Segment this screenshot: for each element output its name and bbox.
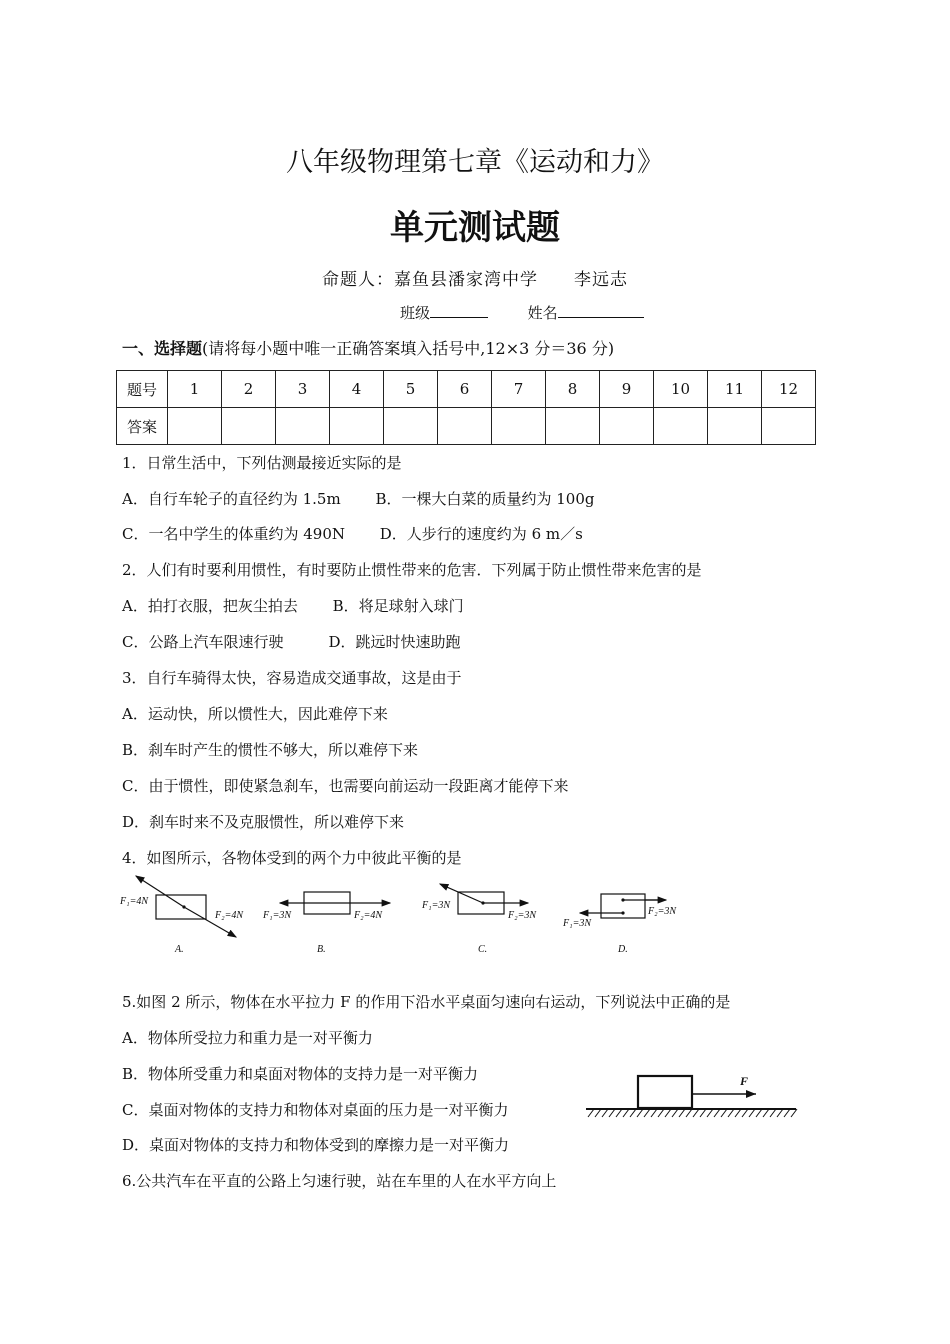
hatch-line bbox=[595, 1109, 601, 1117]
answer-cell[interactable] bbox=[600, 408, 654, 445]
hatch-line bbox=[763, 1109, 769, 1117]
class-blank[interactable] bbox=[430, 303, 488, 318]
question-2: 2．人们有时要利用惯性，有时要防止惯性带来的危害．下列属于防止惯性带来危害的是 bbox=[122, 561, 702, 579]
label-c-f1: F₁=3N bbox=[422, 900, 451, 911]
caption-d: D. bbox=[618, 944, 628, 955]
question-3-option-b: B．刹车时产生的惯性不够大，所以难停下来 bbox=[122, 741, 419, 759]
hatch-line bbox=[700, 1109, 706, 1117]
figure-4a bbox=[119, 876, 244, 955]
number-cell: 3 bbox=[276, 371, 330, 408]
question-2-options-cd: C．公路上汽车限速行驶 D．跳远时快速助跑 bbox=[122, 633, 461, 651]
hatch-line bbox=[742, 1109, 748, 1117]
question-1: 1．日常生活中，下列估测最接近实际的是 bbox=[122, 454, 402, 472]
hatch-line bbox=[679, 1109, 685, 1117]
hatch-line bbox=[623, 1109, 629, 1117]
hatch-line bbox=[672, 1109, 678, 1117]
answer-cell[interactable] bbox=[708, 408, 762, 445]
label-b-f2: F₂=4N bbox=[354, 910, 383, 921]
caption-c: C. bbox=[478, 944, 488, 955]
hatch-line bbox=[637, 1109, 643, 1117]
answer-cell[interactable] bbox=[654, 408, 708, 445]
answer-cell[interactable] bbox=[222, 408, 276, 445]
question-4: 4．如图所示，各物体受到的两个力中彼此平衡的是 bbox=[122, 849, 462, 867]
question-6: 6.公共汽车在平直的公路上匀速行驶，站在车里的人在水平方向上 bbox=[122, 1172, 557, 1190]
hatch-line bbox=[721, 1109, 727, 1117]
hatch-line bbox=[665, 1109, 671, 1117]
question-3-option-c: C．由于惯性，即使紧急刹车，也需要向前运动一段距离才能停下来 bbox=[122, 777, 569, 795]
class-label: 班级 bbox=[400, 304, 431, 322]
section-1-instruction: (请将每小题中唯一正确答案填入括号中,12×3 分＝36 分) bbox=[202, 339, 615, 358]
number-cell: 5 bbox=[384, 371, 438, 408]
figure-4d bbox=[562, 894, 677, 955]
number-cell: 12 bbox=[762, 371, 816, 408]
caption-a: A. bbox=[175, 944, 184, 955]
hatch-line bbox=[756, 1109, 762, 1117]
answer-table bbox=[116, 370, 816, 445]
number-cell: 10 bbox=[654, 371, 708, 408]
question-5-figure bbox=[578, 1068, 798, 1124]
label-d-f2: F₂=3N bbox=[648, 906, 677, 917]
answer-cell[interactable] bbox=[546, 408, 600, 445]
hatch-line bbox=[630, 1109, 636, 1117]
hatch-line bbox=[728, 1109, 734, 1117]
question-3-option-d: D．刹车时来不及克服惯性，所以难停下来 bbox=[122, 813, 405, 831]
number-cell: 4 bbox=[330, 371, 384, 408]
question-4-figure bbox=[118, 870, 698, 965]
answer-cell[interactable] bbox=[762, 408, 816, 445]
question-5-option-c: C．桌面对物体的支持力和物体对桌面的压力是一对平衡力 bbox=[122, 1101, 509, 1119]
answer-cell[interactable] bbox=[438, 408, 492, 445]
question-5-option-a: A．物体所受拉力和重力是一对平衡力 bbox=[122, 1029, 373, 1047]
force-label: F bbox=[740, 1074, 749, 1088]
question-5-option-d: D．桌面对物体的支持力和物体受到的摩擦力是一对平衡力 bbox=[122, 1136, 510, 1154]
ground-hatching bbox=[588, 1109, 797, 1117]
hatch-line bbox=[707, 1109, 713, 1117]
label-b-f1: F₁=3N bbox=[263, 910, 292, 921]
section-1-heading bbox=[122, 336, 614, 359]
label-a-f1: F₁=4N bbox=[120, 896, 149, 907]
question-1-options-ab: A．自行车轮子的直径约为 1.5m B．一棵大白菜的质量约为 100g bbox=[122, 490, 595, 508]
number-cell: 1 bbox=[168, 371, 222, 408]
hatch-line bbox=[588, 1109, 594, 1117]
title-line-1: 八年级物理第七章《运动和力》 bbox=[286, 147, 664, 178]
number-cell: 8 bbox=[546, 371, 600, 408]
hatch-line bbox=[749, 1109, 755, 1117]
hatch-line bbox=[651, 1109, 657, 1117]
number-cell: 11 bbox=[708, 371, 762, 408]
answer-cell[interactable] bbox=[168, 408, 222, 445]
figure-4b bbox=[262, 892, 390, 955]
question-3: 3．自行车骑得太快，容易造成交通事故，这是由于 bbox=[122, 669, 462, 687]
hatch-line bbox=[777, 1109, 783, 1117]
figure-4c bbox=[421, 884, 537, 955]
hatch-line bbox=[791, 1109, 797, 1117]
number-cell: 7 bbox=[492, 371, 546, 408]
number-cell: 2 bbox=[222, 371, 276, 408]
caption-b: B. bbox=[317, 944, 326, 955]
title-line-2: 单元测试题 bbox=[390, 208, 560, 248]
answer-cell[interactable] bbox=[384, 408, 438, 445]
name-blank[interactable] bbox=[558, 303, 644, 318]
answer-cell[interactable] bbox=[492, 408, 546, 445]
hatch-line bbox=[602, 1109, 608, 1117]
section-1-title: 一、选择题 bbox=[122, 339, 203, 358]
answer-table-answer-row bbox=[117, 408, 816, 445]
hatch-line bbox=[609, 1109, 615, 1117]
question-2-options-ab: A．拍打衣服，把灰尘拍去 B．将足球射入球门 bbox=[122, 597, 464, 615]
number-cell: 6 bbox=[438, 371, 492, 408]
class-name-line bbox=[400, 302, 644, 323]
hatch-line bbox=[686, 1109, 692, 1117]
name-label: 姓名 bbox=[527, 304, 558, 322]
hatch-line bbox=[784, 1109, 790, 1117]
question-3-option-a: A．运动快，所以惯性大，因此难停下来 bbox=[122, 705, 388, 723]
block bbox=[638, 1076, 692, 1108]
answer-cell[interactable] bbox=[330, 408, 384, 445]
hatch-line bbox=[693, 1109, 699, 1117]
question-5-option-b: B．物体所受重力和桌面对物体的支持力是一对平衡力 bbox=[122, 1065, 479, 1083]
hatch-line bbox=[644, 1109, 650, 1117]
hatch-line bbox=[735, 1109, 741, 1117]
hatch-line bbox=[770, 1109, 776, 1117]
question-1-options-cd: C．一名中学生的体重约为 490N D．人步行的速度约为 6 m／s bbox=[122, 525, 583, 543]
label-d-f1: F₁=3N bbox=[563, 918, 592, 929]
author-line: 命题人：嘉鱼县潘家湾中学 李远志 bbox=[322, 270, 628, 290]
hatch-line bbox=[658, 1109, 664, 1117]
question-5: 5.如图 2 所示，物体在水平拉力 F 的作用下沿水平桌面匀速向右运动，下列说法中正确的是 bbox=[122, 993, 731, 1011]
label-c-f2: F₂=3N bbox=[508, 910, 537, 921]
label-a-f2: F₂=4N bbox=[215, 910, 244, 921]
answer-cell[interactable] bbox=[276, 408, 330, 445]
hatch-line bbox=[714, 1109, 720, 1117]
row-label-number: 题号 bbox=[117, 371, 168, 408]
number-cell: 9 bbox=[600, 371, 654, 408]
row-label-answer: 答案 bbox=[117, 408, 168, 445]
answer-table-number-row bbox=[117, 371, 816, 408]
hatch-line bbox=[616, 1109, 622, 1117]
